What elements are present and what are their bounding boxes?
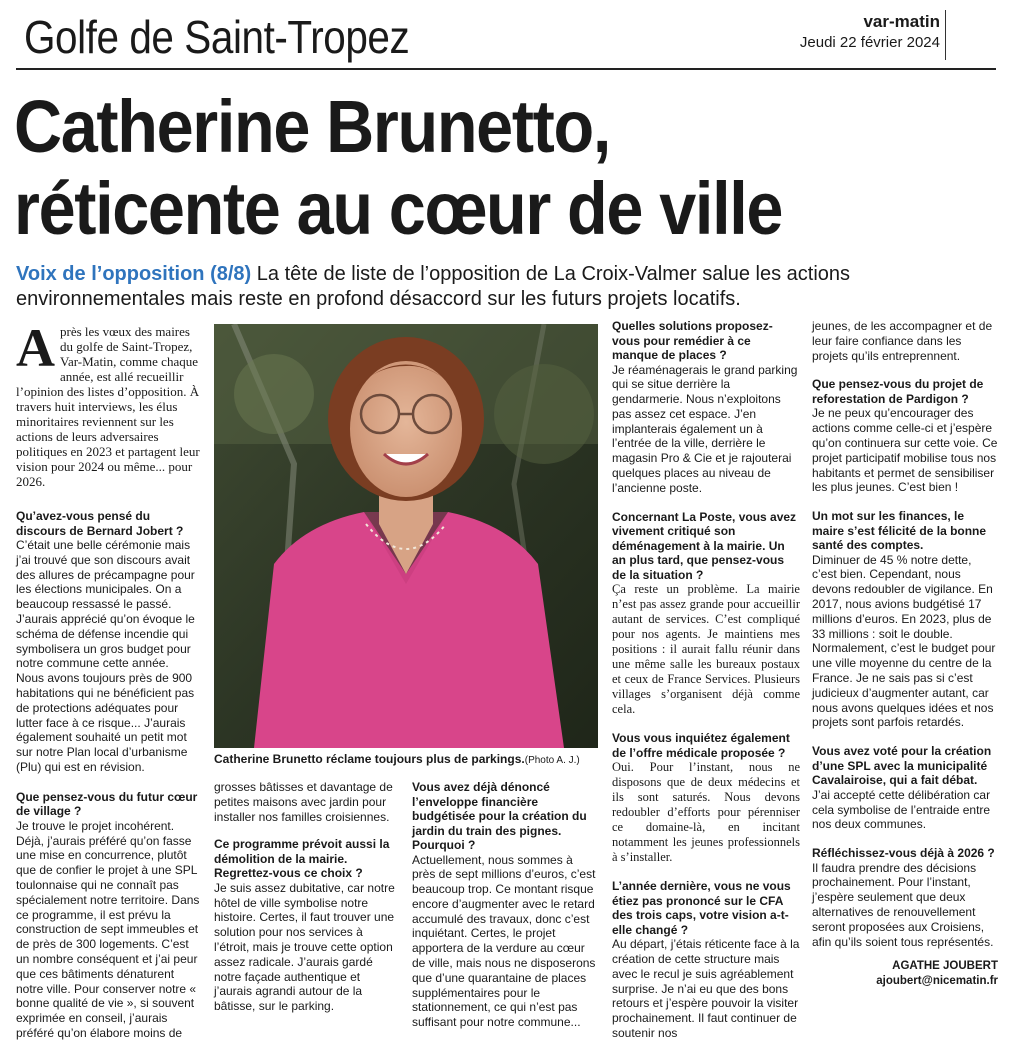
answer: J’ai accepté cette délibération car cela symbolise de l’entraide entre nos deux communes. [812, 787, 991, 832]
question: Vous avez déjà dénoncé l’enveloppe financière budgétisée pour la création du jardin du train des pignes. Pourquoi ? [412, 780, 587, 852]
photo-caption [214, 752, 598, 766]
column-2 [214, 780, 400, 1014]
masthead [800, 12, 940, 51]
question: Concernant La Poste, vous avez vivement critiqué son déménagement à la mairie. Un an plus tard, que pensez-vous de la situation ? [612, 509, 797, 582]
intro-paragraph [16, 318, 200, 489]
question: Ce programme prévoit aussi la démolition de la mairie. Regrettez-vous ce choix ? [214, 837, 390, 881]
portrait-photo [214, 324, 598, 748]
question: Que pensez-vous du futur cœur de village ? [16, 789, 198, 819]
question: Vous avez voté pour la création d’une SPL avec la municipalité Cavalairoise, qui a fait débat. [812, 744, 992, 788]
headline [14, 86, 905, 250]
caption-text: Catherine Brunetto réclame toujours plus de parkings. [214, 752, 525, 766]
question: Un mot sur les finances, le maire s’est félicité de la bonne santé des comptes. [812, 509, 987, 553]
lede [16, 262, 1006, 312]
answer-continued: grosses bâtisses et davantage de petites maisons avec jardin pour installer nos familles croisiennes. [214, 780, 393, 824]
author-name: AGATHE JOUBERT [892, 960, 998, 973]
answer-continued: jeunes, de les accompagner et de leur faire confiance dans les projets qu’ils entreprennent. [812, 319, 993, 363]
answer: Je ne peux qu’encourager des actions comme celle-ci et j’espère qu’on continuera sur cette voie. Ce projet participatif mobilise tous nos habitants et permet de sensibiliser les plus jeunes. C’est bien ! [812, 406, 998, 495]
answer: Je trouve le projet incohérent. Déjà, j’aurais préféré qu’on fasse une mise en concurrence, plutôt que de confier le projet à une SPL toulonnaise qui ne connaît pas spécialement notre territoire. Dans ce programme, il est prévu la construction de sept immeubles et de près de 300 logements. C’est un nombre conséquent et j’ai peur que ces bâtiments dénaturent notre ville. Pour conserver notre « bonne qualité de vie », si souvent exprimée en conseil, j’aurais préféré qu’on élabore moins de [16, 818, 200, 1040]
question: Réfléchissez-vous déjà à 2026 ? [812, 846, 995, 861]
portrait-image [214, 324, 598, 748]
newspaper-name: var-matin [863, 12, 940, 31]
answer: Au départ, j’étais réticente face à la création de cette structure mais avec le recul je suis agréablement surprise. Je n’ai eu que des bons retours et j’espère pouvoir la visiter prochainement. Il faut continuer de soutenir nos [612, 937, 800, 1040]
question: Qu’avez-vous pensé du discours de Bernard Jobert ? [16, 509, 184, 538]
page-header [20, 8, 996, 68]
kicker: Voix de l’opposition (8/8) [16, 263, 252, 285]
column-4 [612, 319, 800, 1041]
answer: Actuellement, nous sommes à près de sept millions d’euros, c’est beaucoup trop. Ce montant risque encore d’augmenter avec le retard accumulé des travaux, donc c’est inquiétant. Certes, le projet apportera de la verdure au cœur de ville, mais nous ne disposerons que d’une quarantaine de places supplémentaires pour le stationnement, ce qui n’est pas suffisant pour notre commune... [412, 852, 596, 1030]
header-rule [16, 68, 996, 70]
question: Vous vous inquiétez également de l’offre médicale proposée ? [612, 731, 790, 760]
answer: C’était une belle cérémonie mais j’ai trouvé que son discours avait des allures de précampagne pour les élections municipales. On a beaucoup ressassé le passé. J’aurais apprécié qu’on évoque le schéma de défense incendie qui symbolisera un gros budget pour notre commune cette année. Nous avons toujours près de 900 habitations qui ne bénéficient pas de protections adéquates pour lutter face à ce risque... J’aurais également souhaité un petit mot sur notre Plan local d’urbanisme (Plu) qui est en révision. [16, 538, 195, 774]
photo-credit: (Photo A. J.) [524, 755, 580, 766]
answer: Je réaménagerais le grand parking qui se situe derrière la gendarmerie. Nous n’exploitons pas assez cet espace. J’en implanterais également un à l’entrée de la ville, derrière le magasin Pro & Cie et je rajouterai quelques places au niveau de l’ancienne poste. [612, 362, 798, 495]
intro-text: près les vœux des maires du golfe de Saint-Tropez, Var-Matin, comme chaque année, est allé recueillir l’opinion des listes d’opposition. À travers huit interviews, les élus minoritaires reviennent sur les actions de leurs adversaires politiques en 2023 et partagent leur vision pour 2024 ou même... pour 2026. [16, 324, 200, 489]
answer: Ça reste un problème. La mairie n’est pas assez grande pour accueillir autant de services. C’est compliqué pour nos agents. Je maintiens mes positions : il aurait fallu réunir dans une même salle les bureaux postaux et ceux de France Services. Plusieurs villages s’organisent déjà comme cela. [612, 582, 800, 717]
column-5 [812, 319, 998, 989]
answer: Diminuer de 45 % notre dette, c’est bien. Cependant, nous devons redoubler de vigilance. En 2017, nous avions budgétisé 17 millions d’euros. En 2023, plus de 33 millions : soit le double. Normalement, c’est le budget pour une ville moyenne du centre de la France. Je ne sais pas si c’est judicieux d’augmenter autant, car nous avons quelques idées et nos projets sont parfois retardés. [812, 552, 996, 730]
column-1 [16, 318, 200, 1041]
byline [812, 959, 998, 989]
question: Que pensez-vous du projet de reforestation de Pardigon ? [812, 377, 984, 406]
lede-text: La tête de liste de l’opposition de La Croix-Valmer salue les actions environnementales mais reste en profond désaccord sur les futurs projets locatifs. [16, 263, 851, 310]
question: L’année dernière, vous ne vous étiez pas prononcé sur le CFA des trois caps, votre vision a-t-elle changé ? [612, 879, 791, 937]
publication-date: Jeudi 22 février 2024 [799, 34, 940, 51]
drop-cap: A [16, 318, 55, 378]
answer: Je suis assez dubitative, car notre hôtel de ville symbolise notre histoire. Certes, il faut trouver une solution pour nos services à l’étroit, mais je trouve cette option assez radicale. J’aurais gardé notre façade authentique et j’aurais agrandi autour de la bâtisse, sur le parking. [214, 880, 395, 1014]
answer: Il faudra prendre des décisions prochainement. Pour l’instant, j’espère seulement que deux alternatives de renouvellement seront proposées aux Croisiens, afin qu’ils soient tous représentés. [812, 860, 994, 949]
section-title: Golfe de Saint-Tropez [24, 11, 410, 63]
headline-line-2: réticente au cœur de ville [14, 167, 783, 250]
column-3 [412, 780, 598, 1030]
answer: Oui. Pour l’instant, nous ne disposons que de deux médecins et ils sont saturés. Nous devons redoubler d’efforts pour pérenniser ce domaine-là, en incitant notamment les jeunes professionnels à s’installer. [612, 760, 800, 865]
masthead-divider [945, 10, 946, 60]
question: Quelles solutions proposez-vous pour remédier à ce manque de places ? [612, 319, 773, 362]
author-email[interactable]: ajoubert@nicematin.fr [876, 975, 998, 988]
headline-line-1: Catherine Brunetto, [14, 85, 610, 168]
